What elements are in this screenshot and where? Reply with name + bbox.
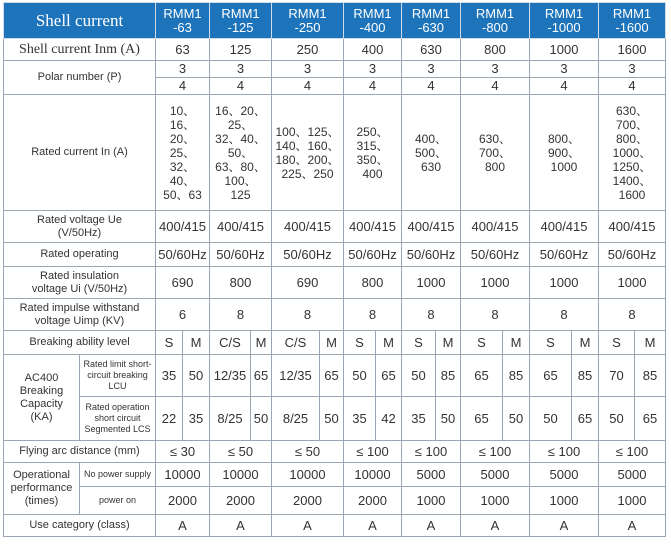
table-cell: 3 [461,61,530,78]
table-cell: 50 [320,397,344,441]
table-cell: 50 [503,397,530,441]
shell-current-row [4,39,666,61]
row-label: Operational performance (times) [4,463,80,515]
table-cell: A [210,515,272,537]
table-cell: 1000 [530,39,599,61]
rated-operating-row [4,243,666,267]
table-cell: 8 [210,299,272,331]
table-cell: 10000 [210,463,272,487]
table-cell: M [503,331,530,355]
row-label: Rated insulation voltage Ui (V/50Hz) [4,267,156,299]
table-cell: 50/60Hz [402,243,461,267]
table-cell: 12/35 [272,355,320,397]
model-header: RMM1 -63 [156,3,210,39]
table-cell: 3 [599,61,666,78]
table-cell: 400、 500、 630 [402,95,461,211]
table-cell: 2000 [210,487,272,515]
table-cell: 85 [503,355,530,397]
table-cell: M [183,331,210,355]
table-cell: 65 [461,355,503,397]
row-label: Polar number (P) [4,61,156,95]
model-header: RMM1 -1600 [599,3,666,39]
row-label: Breaking ability level [4,331,156,355]
table-cell: 8/25 [210,397,251,441]
table-cell: 690 [272,267,344,299]
table-cell: ≤ 30 [156,441,210,463]
table-cell: 400 [344,39,402,61]
table-cell: S [530,331,572,355]
table-cell: A [530,515,599,537]
table-cell: ≤ 50 [272,441,344,463]
table-cell: 400/415 [461,211,530,243]
table-cell: 4 [402,78,461,95]
header-title: Shell current [4,3,156,39]
table-cell: 4 [599,78,666,95]
table-cell: 42 [376,397,402,441]
table-cell: 3 [210,61,272,78]
table-cell: 4 [344,78,402,95]
table-cell: 4 [461,78,530,95]
row-label: Rated operating [4,243,156,267]
table-cell: 8/25 [272,397,320,441]
table-cell: S [156,331,183,355]
table-cell: 3 [530,61,599,78]
table-cell: 10000 [156,463,210,487]
header-row [4,3,666,39]
table-cell: 1000 [461,487,530,515]
table-cell: ≤ 100 [530,441,599,463]
table-cell: M [436,331,461,355]
table-cell: 63 [156,39,210,61]
table-cell: 1000 [530,487,599,515]
table-cell: 8 [272,299,344,331]
row-label: Rated voltage Ue (V/50Hz) [4,211,156,243]
table-cell: 2000 [344,487,402,515]
table-cell: 800、 900、 1000 [530,95,599,211]
insulation-row [4,267,666,299]
row-label: Rated impulse withstand voltage Uimp (KV) [4,299,156,331]
table-cell: 50 [183,355,210,397]
table-cell: 4 [210,78,272,95]
table-cell: A [599,515,666,537]
table-cell: 70 [599,355,635,397]
table-cell: M [635,331,666,355]
model-header: RMM1 -630 [402,3,461,39]
table-cell: 3 [156,61,210,78]
table-cell: 1000 [530,267,599,299]
table-cell: 800 [210,267,272,299]
table-cell: A [344,515,402,537]
table-cell: M [376,331,402,355]
table-cell: 400/415 [599,211,666,243]
table-cell: 50 [530,397,572,441]
table-cell: 50 [402,355,436,397]
rated-current-row [4,95,666,211]
table-cell: C/S [272,331,320,355]
table-cell: 12/35 [210,355,251,397]
model-header: RMM1 -125 [210,3,272,39]
table-cell: 250、 315、 350、 400 [344,95,402,211]
table-cell: 800 [344,267,402,299]
table-cell: 50/60Hz [344,243,402,267]
table-cell: ≤ 100 [461,441,530,463]
table-cell: 65 [572,397,599,441]
table-cell: 8 [344,299,402,331]
table-cell: 630、 700、 800、 1000、 1250、 1400、 1600 [599,95,666,211]
table-cell: 2000 [272,487,344,515]
table-cell: 690 [156,267,210,299]
table-cell: M [251,331,272,355]
table-cell: 125 [210,39,272,61]
table-cell: 1000 [402,267,461,299]
table-cell: 65 [320,355,344,397]
table-cell: 8 [530,299,599,331]
table-cell: A [461,515,530,537]
table-cell: 400/415 [272,211,344,243]
rated-voltage-row [4,211,666,243]
table-cell: ≤ 100 [402,441,461,463]
table-cell: 630 [402,39,461,61]
table-cell: 1600 [599,39,666,61]
table-cell: 4 [272,78,344,95]
table-cell: ≤ 100 [599,441,666,463]
table-cell: 4 [156,78,210,95]
table-cell: 3 [344,61,402,78]
flying-arc-row [4,441,666,463]
breaking-lcs-row [4,397,666,441]
table-cell: M [320,331,344,355]
table-cell: A [272,515,344,537]
model-header: RMM1 -1000 [530,3,599,39]
table-cell: 3 [272,61,344,78]
table-cell: 100、125、 140、160、 180、200、 225、250 [272,95,344,211]
table-cell: 800 [461,39,530,61]
table-cell: 5000 [461,463,530,487]
table-cell: 400/415 [530,211,599,243]
table-cell: 400/415 [210,211,272,243]
table-cell: 16、20、 25、 32、40、 50、 63、80、 100、 125 [210,95,272,211]
table-cell: 50/60Hz [599,243,666,267]
table-cell: S [599,331,635,355]
table-cell: 10、 16、 20、 25、 32、 40、 50、63 [156,95,210,211]
breaking-level-row [4,331,666,355]
table-cell: 5000 [530,463,599,487]
table-cell: 8 [461,299,530,331]
table-cell: ≤ 100 [344,441,402,463]
table-cell: S [344,331,376,355]
table-cell: 1000 [461,267,530,299]
table-cell: ≤ 50 [210,441,272,463]
sub-label: No power supply [80,463,156,487]
table-cell: C/S [210,331,251,355]
table-cell: 50 [344,355,376,397]
model-header: RMM1 -800 [461,3,530,39]
table-cell: 1000 [599,487,666,515]
table-cell: 65 [530,355,572,397]
table-cell: 35 [183,397,210,441]
model-header: RMM1 -250 [272,3,344,39]
row-label: Rated current In (A) [4,95,156,211]
table-cell: 50/60Hz [530,243,599,267]
table-cell: 3 [402,61,461,78]
table-cell: 65 [635,397,666,441]
breaking-lcu-row [4,355,666,397]
table-cell: 5000 [599,463,666,487]
table-cell: 35 [156,355,183,397]
table-cell: 400/415 [156,211,210,243]
table-cell: 10000 [272,463,344,487]
use-category-row [4,515,666,537]
table-cell: 35 [344,397,376,441]
table-cell: 35 [402,397,436,441]
table-cell: 4 [530,78,599,95]
table-cell: 85 [572,355,599,397]
table-cell: A [156,515,210,537]
table-cell: M [572,331,599,355]
table-cell: 400/415 [402,211,461,243]
table-cell: 50 [251,397,272,441]
table-cell: 50/60Hz [156,243,210,267]
sub-label: power on [80,487,156,515]
table-cell: 8 [599,299,666,331]
table-cell: 65 [461,397,503,441]
table-cell: 50 [599,397,635,441]
table-cell: A [402,515,461,537]
specification-table [3,2,666,537]
impulse-row [4,299,666,331]
table-cell: 85 [635,355,666,397]
table-cell: 65 [376,355,402,397]
table-cell: 50/60Hz [461,243,530,267]
table-cell: 65 [251,355,272,397]
row-label: Use category (class) [4,515,156,537]
table-cell: 6 [156,299,210,331]
model-header: RMM1 -400 [344,3,402,39]
table-cell: S [402,331,436,355]
sub-label: Rated limit short- circuit breaking LCU [80,355,156,397]
table-cell: 50 [436,397,461,441]
table-cell: 22 [156,397,183,441]
table-cell: 10000 [344,463,402,487]
table-cell: 630、 700、 800 [461,95,530,211]
sub-label: Rated operation short circuit Segmented LCS [80,397,156,441]
table-cell: 50/60Hz [272,243,344,267]
table-cell: 85 [436,355,461,397]
row-label: Shell current Inm (A) [4,39,156,61]
table-cell: 1000 [599,267,666,299]
row-label: Flying arc distance (mm) [4,441,156,463]
row-label: AC400 Breaking Capacity (KA) [4,355,80,441]
table-cell: 1000 [402,487,461,515]
operational-no-power-row [4,463,666,487]
operational-power-on-row [4,487,666,515]
table-cell: 400/415 [344,211,402,243]
polar-row [4,61,666,78]
table-cell: 250 [272,39,344,61]
table-cell: 50/60Hz [210,243,272,267]
table-cell: 8 [402,299,461,331]
table-cell: 5000 [402,463,461,487]
table-cell: S [461,331,503,355]
table-cell: 2000 [156,487,210,515]
